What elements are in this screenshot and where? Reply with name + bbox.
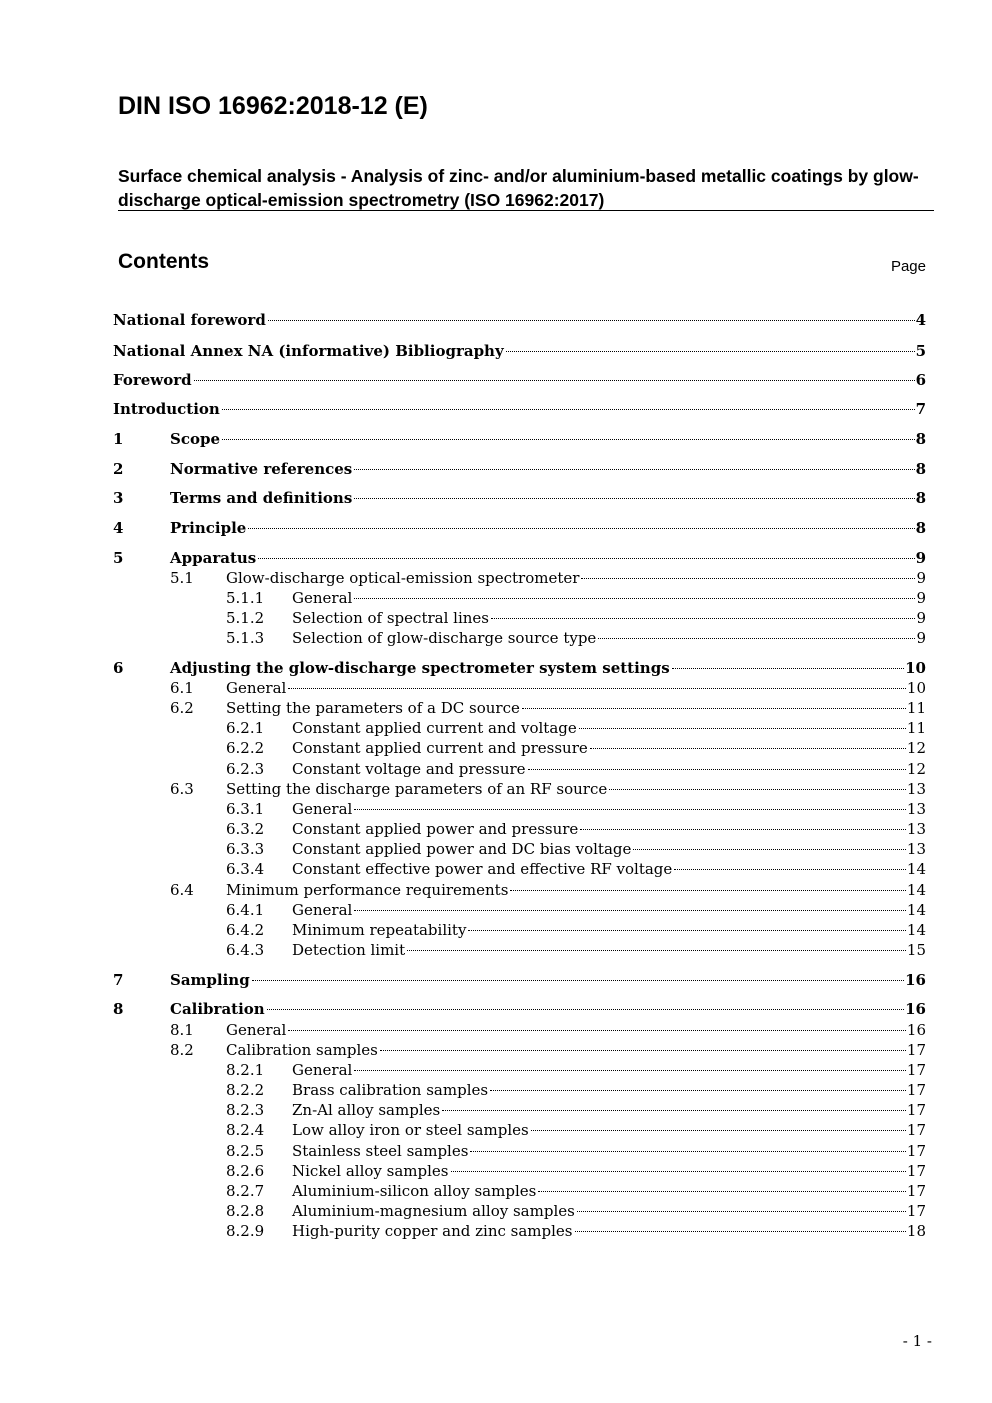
toc-dot-leader [470, 1151, 905, 1152]
toc-entry-number: 1 [113, 430, 124, 448]
toc-entry-title: General [292, 901, 353, 919]
toc-entry[interactable] [113, 1080, 926, 1100]
toc-dot-leader [491, 618, 915, 619]
toc-dot-leader [248, 528, 914, 529]
toc-dot-leader [194, 380, 915, 381]
toc-entry-number: 6.3.3 [226, 840, 265, 858]
toc-entry-page: 11 [906, 719, 926, 737]
toc-entry-title: National foreword [113, 311, 266, 329]
toc-dot-leader [354, 809, 906, 810]
toc-entry-page: 17 [906, 1041, 926, 1059]
toc-entry-page: 14 [906, 901, 926, 919]
toc-dot-leader [268, 320, 915, 321]
toc-entry[interactable] [113, 859, 926, 879]
toc-entry-title: Zn-Al alloy samples [292, 1101, 441, 1119]
toc-entry-title: General [292, 800, 353, 818]
toc-entry[interactable] [113, 341, 926, 361]
toc-entry-page: 14 [906, 860, 926, 878]
document-subtitle: Surface chemical analysis - Analysis of zinc- and/or aluminium-based metallic coatings by glow-discharge optical-emission spectrometry (ISO 16962:2017) [118, 166, 919, 210]
toc-entry[interactable] [113, 628, 926, 648]
toc-dot-leader [354, 469, 914, 470]
toc-entry-page: 10 [905, 659, 926, 677]
toc-entry-title: Principle [170, 519, 247, 537]
toc-entry-title: General [292, 1061, 353, 1079]
toc-entry-number: 8.2.2 [226, 1081, 265, 1099]
document-title: DIN ISO 16962:2018-12 (E) [118, 92, 428, 120]
toc-entry-number: 6.4.2 [226, 921, 265, 939]
toc-entry-number: 8 [113, 1000, 124, 1018]
toc-entry-title: General [292, 589, 353, 607]
toc-entry-number: 8.2.9 [226, 1222, 265, 1240]
toc-dot-leader [490, 1090, 906, 1091]
toc-entry-page: 14 [906, 881, 926, 899]
toc-entry-title: Stainless steel samples [292, 1142, 469, 1160]
toc-entry-title: Selection of glow-discharge source type [292, 629, 597, 647]
toc-entry[interactable] [113, 678, 926, 698]
toc-dot-leader [407, 950, 906, 951]
toc-entry-page: 17 [906, 1121, 926, 1139]
toc-entry-number: 6.2 [170, 699, 194, 717]
toc-dot-leader [590, 748, 906, 749]
toc-entry-title: Brass calibration samples [292, 1081, 489, 1099]
toc-entry[interactable] [113, 738, 926, 758]
toc-entry-title: Aluminium-magnesium alloy samples [292, 1202, 575, 1220]
toc-entry-page: 13 [906, 800, 926, 818]
toc-entry-page: 9 [916, 629, 926, 647]
toc-entry-number: 6.4 [170, 881, 194, 899]
toc-entry[interactable] [113, 970, 926, 990]
toc-entry-title: Scope [170, 430, 221, 448]
toc-entry-title: Selection of spectral lines [292, 609, 489, 627]
toc-entry-number: 8.2.7 [226, 1182, 265, 1200]
toc-entry[interactable] [113, 880, 926, 900]
toc-entry-title: High-purity copper and zinc samples [292, 1222, 573, 1240]
toc-entry-title: Setting the discharge parameters of an RF source [226, 780, 608, 798]
toc-entry-number: 8.2 [170, 1041, 194, 1059]
toc-dot-leader [506, 351, 915, 352]
toc-entry-title: General [226, 1021, 287, 1039]
toc-entry-page: 16 [905, 971, 926, 989]
toc-entry[interactable] [113, 370, 926, 390]
toc-entry-page: 16 [906, 1021, 926, 1039]
toc-entry-page: 9 [916, 589, 926, 607]
toc-entry-page: 13 [906, 820, 926, 838]
toc-dot-leader [633, 849, 906, 850]
toc-dot-leader [510, 890, 905, 891]
toc-entry-title: Constant applied power and DC bias voltage [292, 840, 632, 858]
toc-entry-number: 7 [113, 971, 124, 989]
toc-entry[interactable] [113, 588, 926, 608]
toc-dot-leader [258, 558, 914, 559]
toc-entry-title: Adjusting the glow-discharge spectrometer system settings [170, 659, 670, 677]
toc-entry-page: 17 [906, 1142, 926, 1160]
toc-entry-page: 4 [915, 311, 926, 329]
toc-entry-title: Constant applied current and pressure [292, 739, 588, 757]
toc-entry-number: 8.2.4 [226, 1121, 265, 1139]
toc-entry[interactable] [113, 1020, 926, 1040]
toc-entry[interactable] [113, 548, 926, 568]
toc-entry-page: 17 [906, 1182, 926, 1200]
toc-entry-number: 2 [113, 460, 124, 478]
toc-dot-leader [672, 668, 904, 669]
toc-dot-leader [288, 688, 906, 689]
toc-entry-title: Foreword [113, 371, 192, 389]
toc-dot-leader [451, 1171, 906, 1172]
toc-entry[interactable] [113, 1060, 926, 1080]
toc-dot-leader [609, 789, 906, 790]
toc-entry-page: 6 [915, 371, 926, 389]
toc-dot-leader [288, 1030, 906, 1031]
contents-heading: Contents [118, 250, 209, 273]
toc-entry-number: 8.2.6 [226, 1162, 265, 1180]
toc-entry[interactable] [113, 1181, 926, 1201]
toc-entry-page: 5 [915, 342, 926, 360]
toc-entry-title: Introduction [113, 400, 220, 418]
toc-entry-page: 10 [906, 679, 926, 697]
toc-entry-number: 8.2.8 [226, 1202, 265, 1220]
toc-entry-title: Nickel alloy samples [292, 1162, 449, 1180]
toc-entry-title: National Annex NA (informative) Bibliography [113, 342, 504, 360]
toc-entry[interactable] [113, 1201, 926, 1221]
toc-entry-page: 8 [915, 460, 926, 478]
toc-entry-page: 14 [906, 921, 926, 939]
toc-dot-leader [598, 638, 915, 639]
toc-entry-page: 8 [915, 519, 926, 537]
toc-dot-leader [354, 598, 915, 599]
toc-entry-page: 15 [906, 941, 926, 959]
toc-entry-title: Constant effective power and effective RF voltage [292, 860, 673, 878]
toc-entry-title: Terms and definitions [170, 489, 353, 507]
toc-entry-title: Apparatus [170, 549, 257, 567]
toc-entry[interactable] [113, 1120, 926, 1140]
toc-entry[interactable] [113, 799, 926, 819]
toc-entry-number: 6.4.3 [226, 941, 265, 959]
toc-entry[interactable] [113, 718, 926, 738]
toc-entry-title: Minimum performance requirements [226, 881, 509, 899]
page-number: - 1 - [902, 1332, 932, 1350]
toc-entry[interactable] [113, 920, 926, 940]
toc-entry-number: 6.3 [170, 780, 194, 798]
toc-dot-leader [468, 930, 905, 931]
toc-entry-page: 16 [905, 1000, 926, 1018]
toc-entry-title: Normative references [170, 460, 353, 478]
toc-entry-title: Sampling [170, 971, 250, 989]
page-column-label: Page [890, 258, 926, 275]
toc-entry-number: 6.1 [170, 679, 194, 697]
toc-entry-title: Low alloy iron or steel samples [292, 1121, 529, 1139]
toc-entry-title: Constant applied current and voltage [292, 719, 577, 737]
toc-dot-leader [577, 1211, 906, 1212]
toc-dot-leader [222, 439, 915, 440]
toc-entry[interactable] [113, 1040, 926, 1060]
toc-entry[interactable] [113, 900, 926, 920]
toc-entry-page: 9 [915, 549, 926, 567]
toc-entry[interactable] [113, 568, 926, 588]
toc-entry-number: 5 [113, 549, 124, 567]
toc-entry-number: 6 [113, 659, 124, 677]
toc-entry-title: General [226, 679, 287, 697]
toc-dot-leader [674, 869, 906, 870]
toc-entry-page: 12 [906, 739, 926, 757]
toc-entry-title: Calibration [170, 1000, 265, 1018]
toc-entry-page: 17 [906, 1061, 926, 1079]
toc-entry[interactable] [113, 518, 926, 538]
toc-entry-number: 8.2.5 [226, 1142, 265, 1160]
toc-entry-number: 5.1.3 [226, 629, 265, 647]
toc-entry-page: 7 [915, 400, 926, 418]
toc-entry-number: 6.2.1 [226, 719, 265, 737]
toc-entry-page: 17 [906, 1101, 926, 1119]
toc-dot-leader [380, 1050, 906, 1051]
toc-dot-leader [538, 1191, 906, 1192]
toc-entry[interactable] [113, 999, 926, 1019]
toc-entry-title: Constant applied power and pressure [292, 820, 579, 838]
toc-entry[interactable] [113, 1161, 926, 1181]
toc-dot-leader [581, 578, 915, 579]
toc-entry-page: 13 [906, 840, 926, 858]
toc-entry-title: Minimum repeatability [292, 921, 467, 939]
toc-entry[interactable] [113, 658, 926, 678]
toc-entry-number: 6.3.4 [226, 860, 265, 878]
toc-entry-page: 9 [916, 569, 926, 587]
toc-dot-leader [252, 980, 904, 981]
toc-entry-page: 17 [906, 1202, 926, 1220]
toc-entry-number: 3 [113, 489, 124, 507]
toc-entry-page: 17 [906, 1162, 926, 1180]
toc-dot-leader [580, 829, 906, 830]
toc-entry-number: 5.1.1 [226, 589, 265, 607]
toc-entry[interactable] [113, 1141, 926, 1161]
toc-dot-leader [354, 910, 906, 911]
toc-entry[interactable] [113, 399, 926, 419]
toc-entry-page: 13 [906, 780, 926, 798]
toc-entry-page: 18 [906, 1222, 926, 1240]
toc-entry-number: 5.1.2 [226, 609, 265, 627]
toc-dot-leader [579, 728, 906, 729]
toc-entry-number: 4 [113, 519, 124, 537]
toc-dot-leader [354, 498, 914, 499]
toc-entry-page: 12 [906, 760, 926, 778]
toc-entry[interactable] [113, 779, 926, 799]
toc-entry-number: 8.1 [170, 1021, 194, 1039]
toc-entry[interactable] [113, 759, 926, 779]
toc-entry[interactable] [113, 429, 926, 449]
toc-entry-number: 6.4.1 [226, 901, 265, 919]
toc-entry-title: Calibration samples [226, 1041, 378, 1059]
toc-entry[interactable] [113, 839, 926, 859]
toc-entry-number: 6.3.1 [226, 800, 265, 818]
toc-entry[interactable] [113, 608, 926, 628]
toc-entry-title: Glow-discharge optical-emission spectrometer [226, 569, 580, 587]
toc-entry-page: 8 [915, 430, 926, 448]
toc-entry-title: Aluminium-silicon alloy samples [292, 1182, 537, 1200]
toc-dot-leader [222, 409, 915, 410]
toc-dot-leader [442, 1110, 906, 1111]
toc-entry-page: 17 [906, 1081, 926, 1099]
toc-entry-number: 6.2.3 [226, 760, 265, 778]
toc-entry[interactable] [113, 310, 926, 330]
toc-dot-leader [575, 1231, 906, 1232]
toc-entry[interactable] [113, 1221, 926, 1241]
toc-entry[interactable] [113, 698, 926, 718]
toc-entry-number: 8.2.3 [226, 1101, 265, 1119]
toc-dot-leader [267, 1009, 904, 1010]
toc-entry-page: 8 [915, 489, 926, 507]
toc-entry-number: 6.2.2 [226, 739, 265, 757]
toc-dot-leader [531, 1130, 906, 1131]
toc-entry[interactable] [113, 488, 926, 508]
toc-entry-page: 9 [916, 609, 926, 627]
toc-entry-number: 5.1 [170, 569, 194, 587]
toc-dot-leader [522, 708, 906, 709]
toc-entry-page: 11 [906, 699, 926, 717]
toc-entry[interactable] [113, 1100, 926, 1120]
toc-entry[interactable] [113, 459, 926, 479]
toc-entry-title: Setting the parameters of a DC source [226, 699, 520, 717]
toc-entry-number: 6.3.2 [226, 820, 265, 838]
toc-entry-title: Detection limit [292, 941, 406, 959]
toc-entry[interactable] [113, 819, 926, 839]
toc-entry[interactable] [113, 940, 926, 960]
title-divider [118, 210, 934, 211]
toc-dot-leader [354, 1070, 906, 1071]
toc-entry-number: 8.2.1 [226, 1061, 265, 1079]
toc-dot-leader [528, 769, 906, 770]
toc-entry-title: Constant voltage and pressure [292, 760, 526, 778]
